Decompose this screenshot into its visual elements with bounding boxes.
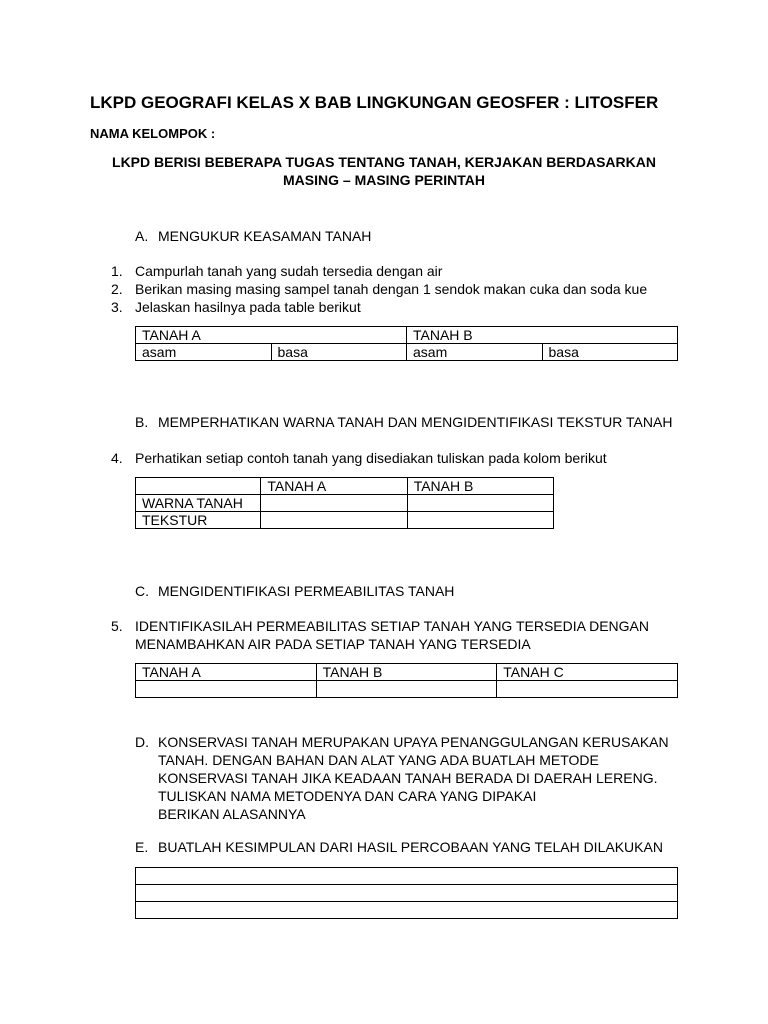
table-cell (261, 495, 407, 512)
table-cell (261, 512, 407, 529)
table-cell: TEKSTUR (136, 512, 261, 529)
table-cell: TANAH A (136, 664, 317, 681)
section-a-letter: A. (135, 228, 149, 244)
section-d-line: KONSERVASI TANAH MERUPAKAN UPAYA PENANGGULANGAN KERUSAKAN (158, 734, 669, 750)
section-b-letter: B. (135, 414, 149, 430)
acidity-table (135, 326, 678, 361)
table-cell: TANAH B (316, 664, 497, 681)
list-item: 2. Berikan masing masing sampel tanah dengan 1 sendok makan cuka dan soda kue (111, 281, 648, 297)
table-row (136, 664, 678, 681)
section-c-letter: C. (135, 583, 149, 599)
list-item-continuation: MENAMBAHKAN AIR PADA SETIAP TANAH YANG TERSEDIA (135, 636, 531, 652)
section-c-title: MENGIDENTIFIKASI PERMEABILITAS TANAH (158, 583, 455, 599)
table-cell: TANAH B (407, 327, 678, 344)
table-cell: asam (136, 344, 272, 361)
steps-list (111, 262, 647, 316)
section-e-heading (135, 838, 663, 856)
section-b-title: MEMPERHATIKAN WARNA TANAH DAN MENGIDENTIFIKASI TEKSTUR TANAH (158, 414, 673, 430)
section-d-line: KONSERVASI TANAH JIKA KEADAAN TANAH BERADA DI DAERAH LERENG. (158, 770, 658, 786)
section-a-title: MENGUKUR KEASAMAN TANAH (158, 228, 372, 244)
section-d-line: TULISKAN NAMA METODENYA DAN CARA YANG DIPAKAI (158, 788, 537, 804)
table-row (136, 327, 678, 344)
list-item: 1. Campurlah tanah yang sudah tersedia dengan air (111, 263, 443, 279)
list-item: 3. Jelaskan hasilnya pada table berikut (111, 299, 361, 315)
section-e-letter: E. (135, 839, 149, 855)
page-title: LKPD GEOGRAFI KELAS X BAB LINGKUNGAN GEOSFER : LITOSFER (90, 93, 659, 112)
table-cell (136, 868, 678, 885)
step-5 (111, 617, 649, 653)
table-row (136, 868, 678, 885)
section-b-heading (135, 413, 672, 431)
section-c-heading (135, 582, 454, 600)
intro-line-1: LKPD BERISI BEBERAPA TUGAS TENTANG TANAH, KERJAKAN BERDASARKAN (112, 154, 656, 170)
section-d-letter: D. (135, 734, 149, 750)
section-a-heading (135, 227, 371, 245)
section-d-text (158, 733, 698, 823)
table-cell: WARNA TANAH (136, 495, 261, 512)
permeability-table (135, 663, 678, 698)
table-cell: basa (542, 344, 678, 361)
intro-line-2: MASING – MASING PERINTAH (283, 172, 485, 188)
table-cell: TANAH B (407, 478, 553, 495)
section-e-title: BUATLAH KESIMPULAN DARI HASIL PERCOBAAN YANG TELAH DILAKUKAN (158, 839, 663, 855)
table-cell (407, 495, 553, 512)
step-4 (111, 449, 607, 467)
table-cell (136, 478, 261, 495)
table-cell: TANAH C (497, 664, 678, 681)
table-row (136, 344, 678, 361)
table-cell (136, 885, 678, 902)
table-cell: asam (407, 344, 543, 361)
table-cell (497, 681, 678, 698)
table-cell (136, 681, 317, 698)
table-cell: TANAH A (261, 478, 407, 495)
section-d-line: BERIKAN ALASANNYA (158, 806, 306, 822)
color-texture-table (135, 477, 554, 529)
table-row (136, 681, 678, 698)
table-cell (136, 902, 678, 919)
table-cell: TANAH A (136, 327, 407, 344)
table-row (136, 478, 554, 495)
table-row (136, 495, 554, 512)
intro-instructions (90, 153, 678, 189)
section-d-line: TANAH. DENGAN BAHAN DAN ALAT YANG ADA BUATLAH METODE (158, 752, 599, 768)
table-cell (407, 512, 553, 529)
table-row (136, 512, 554, 529)
group-name-label: NAMA KELOMPOK : (90, 126, 216, 141)
list-item: 4. Perhatikan setiap contoh tanah yang disediakan tuliskan pada kolom berikut (111, 450, 607, 466)
list-item: 5. IDENTIFIKASILAH PERMEABILITAS SETIAP TANAH YANG TERSEDIA DENGAN (111, 618, 649, 634)
table-cell (316, 681, 497, 698)
table-row (136, 902, 678, 919)
table-cell: basa (271, 344, 407, 361)
conclusion-table (135, 867, 678, 919)
table-row (136, 885, 678, 902)
